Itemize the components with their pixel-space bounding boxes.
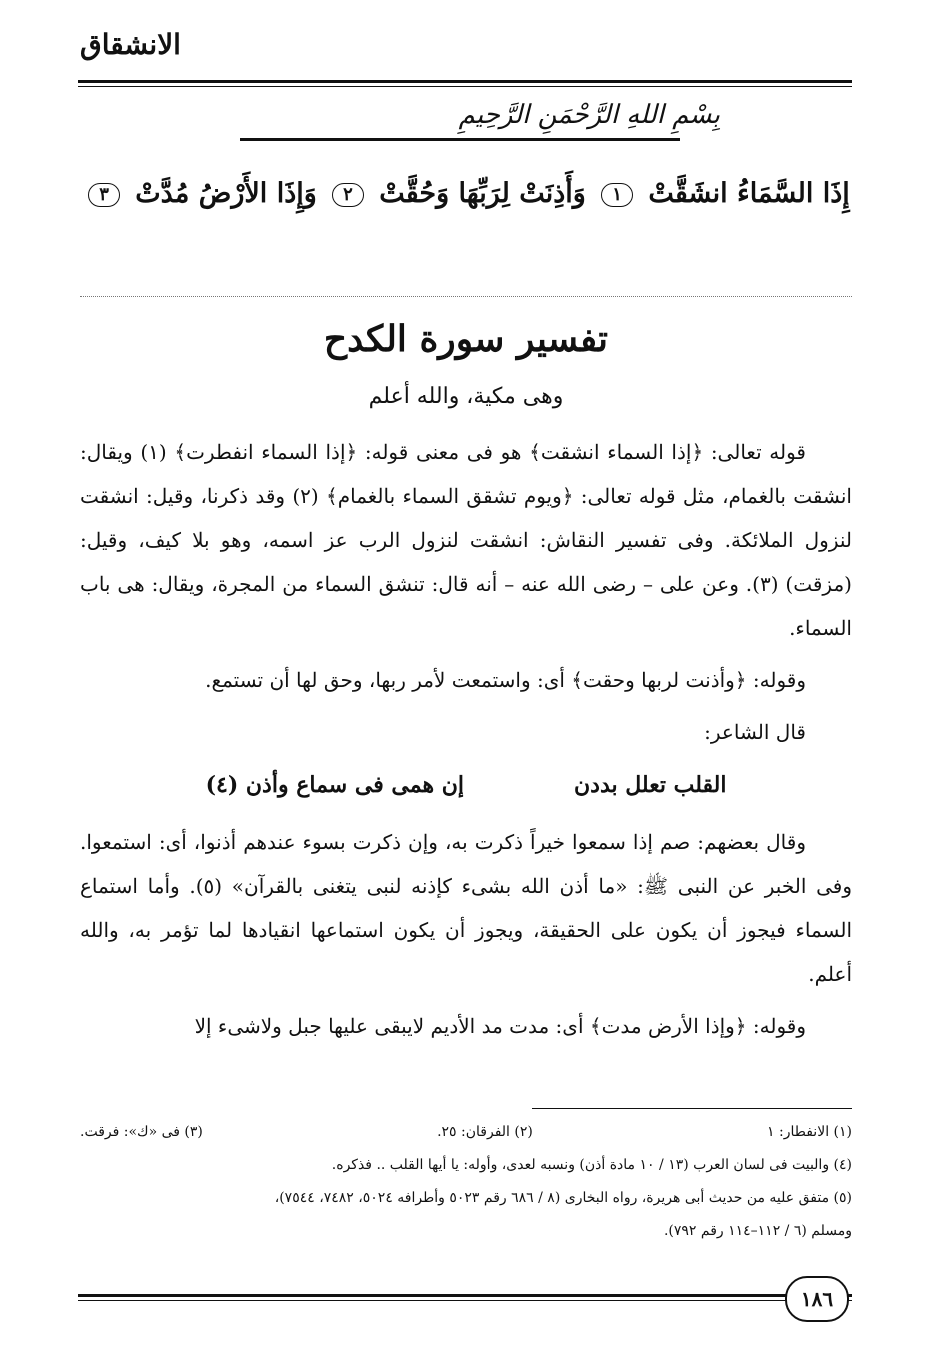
footnote-5-continued: ومسلم (٦ / ١١٢–١١٤ رقم ٧٩٢). [663, 1223, 852, 1239]
section-title: تفسير سورة الكدح [323, 318, 609, 360]
footnote-row [80, 1116, 852, 1149]
section-divider [80, 296, 852, 297]
verse-number-mark: ١ [601, 183, 633, 207]
paragraph: وقال بعضهم: صم إذا سمعوا خيراً ذكرت به، وإن ذكرت بسوء عندهم أذنوا، أى: استمعوا. وفى الخبر عن النبى ﷺ: «ما أذن الله بشىء كإذنه لنبى يتغنى بالقرآن» (٥). وأما استماع السماء فيجوز أن يكون على الحقيقة، ويجوز أن يكون استماعها انقيادها لما تؤمر به، والله أعلم. [80, 830, 852, 986]
verse-number-mark: ٢ [332, 183, 364, 207]
footnote-1: (١) الانفطار: ١ [767, 1124, 852, 1140]
running-title: الانشقاق [80, 28, 181, 61]
paragraph: قوله تعالى: ﴿إذا السماء انشقت﴾ هو فى معنى قوله: ﴿إذا السماء انفطرت﴾ (١) ويقال: انشقت بالغمام، مثل قوله تعالى: ﴿ويوم تشقق السماء بالغمام﴾ (٢) وقد ذكرنا، وقيل: انشقت لنزول الملائكة. وفى تفسير النقاش: انشقت لنزول الرب عز اسمه، وهو بلا كيف، وقيل: (مزقت) (٣). وعن على – رضى الله عنه – أنه قال: تنشق السماء من المجرة، ويقال: هى باب السماء. [80, 440, 852, 640]
verse-text: إِذَا السَّمَاءُ انشَقَّتْ [648, 178, 850, 209]
quran-verses [80, 178, 852, 209]
basmala-stroke [240, 138, 680, 141]
verse-text: وَإِذَا الأَرْضُ مُدَّتْ [135, 178, 317, 209]
paragraph: وقوله: ﴿وأذنت لربها وحقت﴾ أى: واستمعت لأمر ربها، وحق لها أن تستمع. [205, 668, 806, 692]
poem-first-hemistich: القلب تعلل بددن [573, 772, 727, 798]
verse-text: وَأَذِنَتْ لِرَبِّهَا وَحُقَّتْ [379, 178, 586, 209]
header-rule-thin [78, 86, 852, 87]
footnote-rule [532, 1108, 852, 1109]
footnote-3: (٣) فى «ك»: فرقت. [80, 1124, 203, 1140]
verse-number-mark: ٣ [88, 183, 120, 207]
footer-rule-thin [78, 1300, 852, 1301]
paragraph: وقوله: ﴿وإذا الأرض مدت﴾ أى: مدت مد الأديم لايبقى عليها جبل ولاشىء إلا [194, 1014, 806, 1038]
basmala-block [220, 100, 720, 150]
basmala: بِسْمِ اللهِ الرَّحْمَنِ الرَّحِيمِ [458, 100, 720, 130]
footnote-2: (٢) الفرقان: ٢٥. [437, 1124, 533, 1140]
paragraph: قال الشاعر: [704, 720, 806, 744]
poem-second-hemistich: إن همى فى سماع وأذن (٤) [205, 772, 464, 798]
page-number: ١٨٦ [785, 1276, 849, 1322]
footer-rule [78, 1294, 852, 1297]
footnotes [80, 1116, 852, 1248]
section-subtitle: وهى مكية، والله أعلم [368, 384, 564, 409]
header-rule [78, 80, 852, 83]
poetry-verse [80, 762, 852, 808]
footnote-5: (٥) متفق عليه من حديث أبى هريرة، رواه البخارى (٨ / ٦٨٦ رقم ٥٠٢٣ وأطرافه ٥٠٢٤، ٧٤٨٢، ٧٥٤٤)، [274, 1190, 852, 1206]
footnote-4: (٤) والبيت فى لسان العرب (١٣ / ١٠ مادة أذن) ونسبه لعدى، وأوله: يا أيها القلب .. فذكره. [331, 1157, 852, 1173]
commentary-body [80, 430, 852, 1056]
